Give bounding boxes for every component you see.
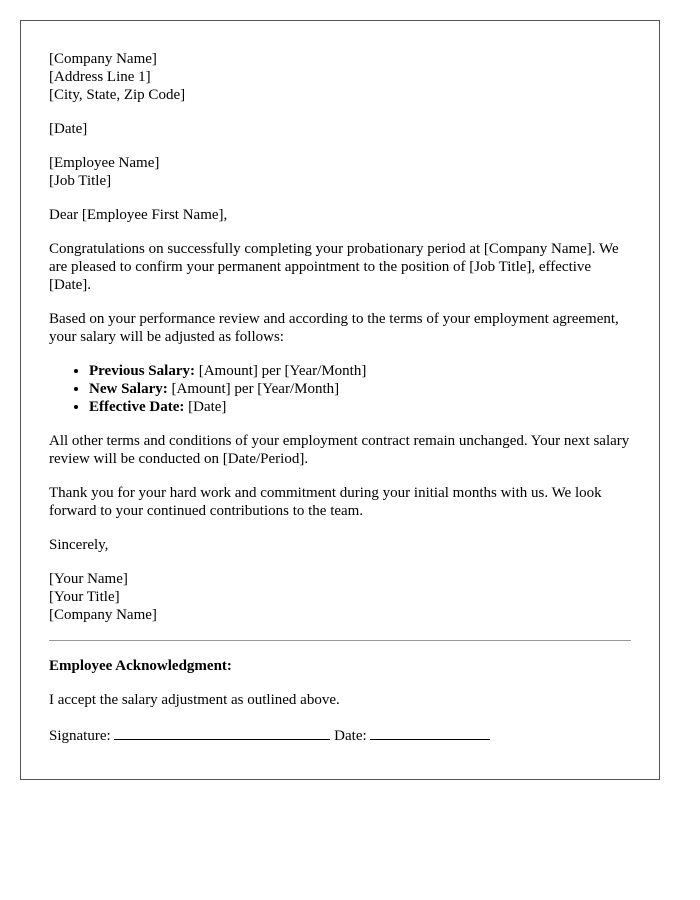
recipient-job-title: [Job Title]	[49, 173, 112, 189]
salary-detail-value: [Amount] per [Year/Month]	[194, 363, 367, 379]
acknowledgment-statement: I accept the salary adjustment as outlined above.	[49, 692, 340, 708]
recipient-name: [Employee Name]	[49, 155, 160, 171]
list-item	[89, 362, 631, 380]
signature-label: Signature:	[49, 728, 111, 744]
city-state-zip: [City, State, Zip Code]	[49, 87, 186, 103]
closing: Sincerely,	[49, 537, 109, 553]
signer-block	[49, 570, 631, 624]
recipient-block	[49, 154, 631, 190]
date-label: Date:	[334, 728, 367, 744]
acknowledgment-title: Employee Acknowledgment:	[49, 658, 232, 674]
salary-detail-label: Previous Salary:	[89, 363, 195, 379]
salary-detail-label: Effective Date:	[89, 399, 185, 415]
signature-line	[49, 725, 631, 745]
salary-detail-label: New Salary:	[89, 381, 168, 397]
salary-detail-value: [Amount] per [Year/Month]	[167, 381, 340, 397]
salary-intro-paragraph: Based on your performance review and according to the terms of your employment agreement, your salary will be adjusted as follows:	[49, 311, 619, 345]
company-header	[49, 50, 631, 104]
salary-details-list	[49, 362, 631, 416]
list-item	[89, 398, 631, 416]
thanks-paragraph: Thank you for your hard work and commitment during your initial months with us. We look forward to your continued contributions to the team.	[49, 485, 602, 519]
letter-date: [Date]	[49, 121, 88, 137]
section-divider	[49, 640, 631, 641]
signer-name: [Your Name]	[49, 571, 128, 587]
letter-date-block	[49, 120, 631, 138]
congratulations-paragraph: Congratulations on successfully completing your probationary period at [Company Name]. We are pleased to confirm your permanent appointment to the position of [Job Title], effective [Date].	[49, 241, 619, 293]
salary-detail-value: [Date]	[184, 399, 227, 415]
list-item	[89, 380, 631, 398]
signer-title: [Your Title]	[49, 589, 120, 605]
signature-blank[interactable]	[114, 725, 330, 740]
signer-company: [Company Name]	[49, 607, 157, 623]
date-blank[interactable]	[370, 725, 490, 740]
salutation: Dear [Employee First Name],	[49, 207, 228, 223]
company-name: [Company Name]	[49, 51, 157, 67]
letter-page	[20, 20, 660, 780]
other-terms-paragraph: All other terms and conditions of your employment contract remain unchanged. Your next salary review will be conducted on [Date/Period].	[49, 433, 630, 467]
address-line-1: [Address Line 1]	[49, 69, 151, 85]
